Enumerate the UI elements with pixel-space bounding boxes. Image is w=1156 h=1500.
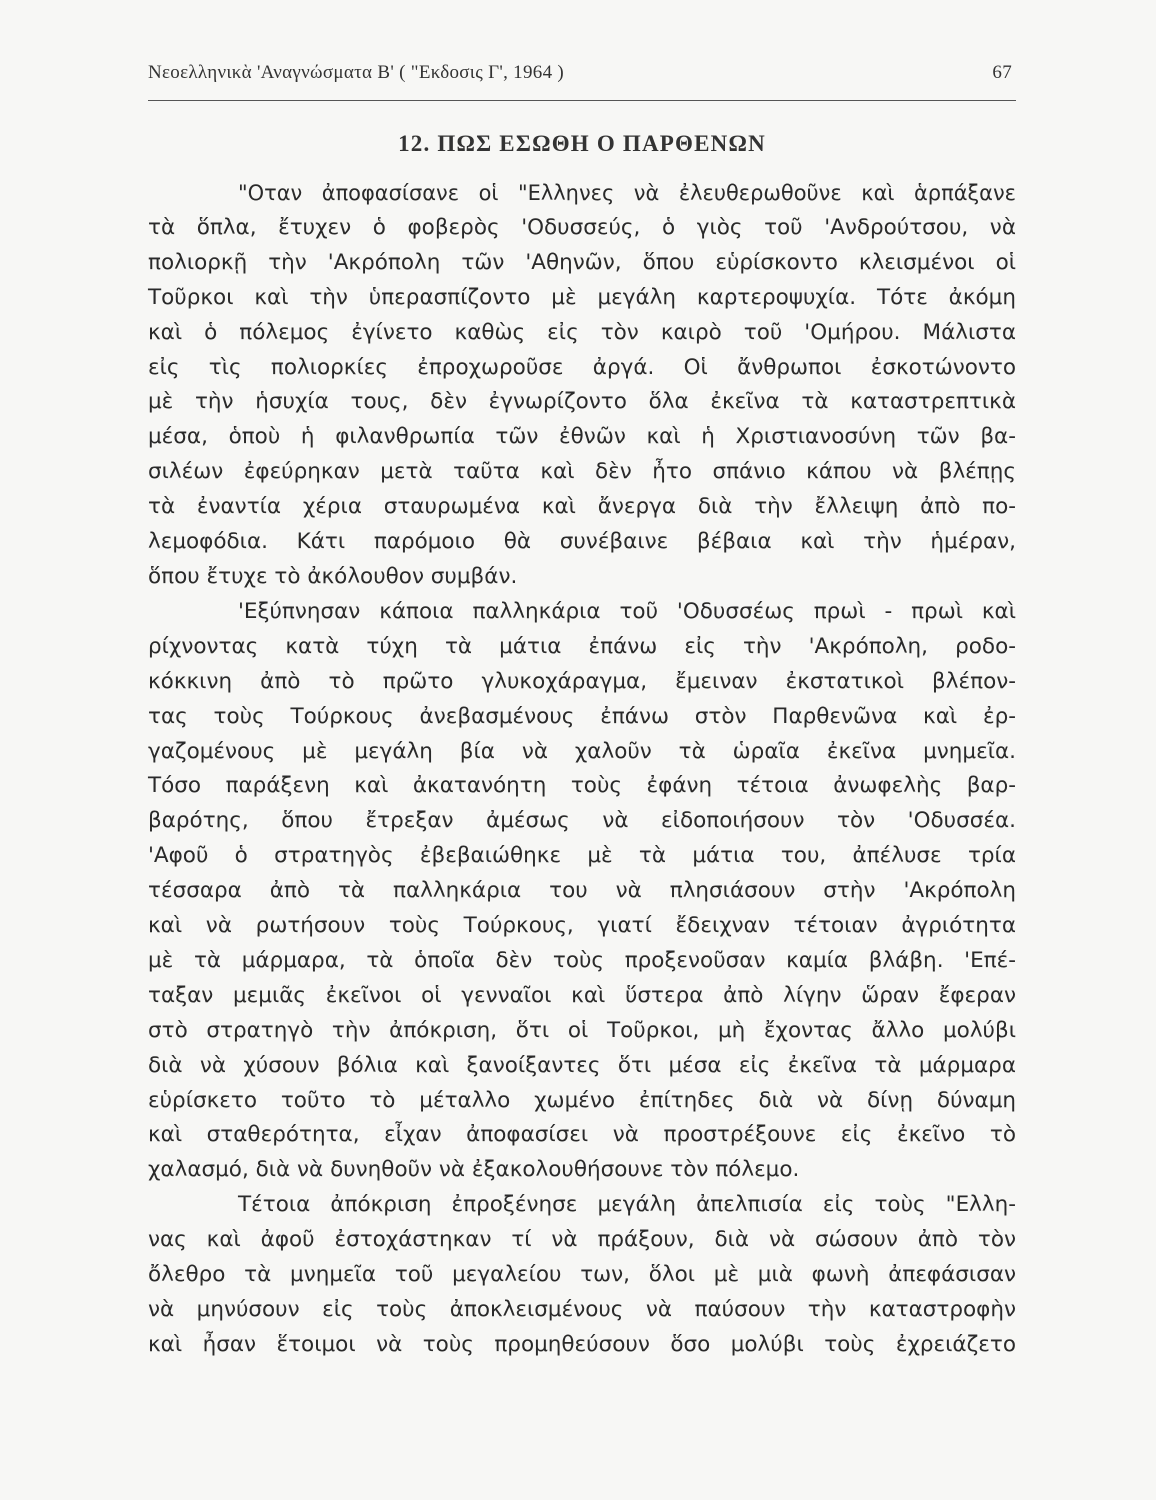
text-line: εἰς τὶς πολιορκίες ἐπροχωροῦσε ἀργά. Οἱ ἄνθρωποι ἐσκοτώνοντο bbox=[148, 354, 1016, 380]
text-line: τὰ ἐναντία χέρια σταυρωμένα καὶ ἄνεργα διὰ τὴν ἔλλειψη ἀπὸ πο- bbox=[148, 494, 1016, 520]
text-line: ὄλεθρο τὰ μνημεῖα τοῦ μεγαλείου των, ὅλοι μὲ μιὰ φωνὴ ἀπεφάσισαν bbox=[148, 1262, 1016, 1288]
text-line: Τοῦρκοι καὶ τὴν ὑπερασπίζοντο μὲ μεγάλη καρτεροψυχία. Τότε ἀκόμη bbox=[148, 284, 1016, 310]
text-line: "Οταν ἀποφασίσανε οἱ "Ελληνες νὰ ἐλευθερωθοῦνε καὶ ἁρπάξανε bbox=[238, 181, 1016, 205]
text-line: στὸ στρατηγὸ τὴν ἀπόκριση, ὅτι οἱ Τοῦρκοι, μὴ ἔχοντας ἄλλο μολύβι bbox=[148, 1017, 1016, 1043]
paragraph-2 bbox=[148, 595, 1016, 1188]
text-line: τας τοὺς Τούρκους ἀνεβασμένους ἐπάνω στὸν Παρθενῶνα καὶ ἐρ- bbox=[148, 703, 1016, 729]
text-line: μὲ τὴν ἡσυχία τους, δὲν ἐγνωρίζοντο ὅλα ἐκεῖνα τὰ καταστρεπτικὰ bbox=[148, 389, 1016, 415]
text-line: χαλασμό, διὰ νὰ δυνηθοῦν νὰ ἐξακολουθήσουνε τὸν πόλεμο. bbox=[148, 1157, 800, 1183]
header-rule bbox=[148, 100, 1016, 101]
text-line: ταξαν μεμιᾶς ἐκεῖνοι οἱ γενναῖοι καὶ ὕστερα ἀπὸ λίγην ὥραν ἔφεραν bbox=[148, 982, 1016, 1008]
text-line: εὑρίσκετο τοῦτο τὸ μέταλλο χωμένο ἐπίτηδες διὰ νὰ δίνῃ δύναμη bbox=[148, 1087, 1016, 1113]
text-line: βαρότης, ὅπου ἔτρεξαν ἀμέσως νὰ εἰδοποιήσουν τὸν 'Οδυσσέα. bbox=[148, 808, 1016, 834]
running-title: Νεοελληνικὰ 'Αναγνώσματα Β' ( "Εκδοσις Γ', 1964 ) bbox=[148, 62, 565, 83]
text-line: λεμοφόδια. Κάτι παρόμοιο θὰ συνέβαινε βέβαια καὶ τὴν ἡμέραν, bbox=[148, 529, 1016, 555]
text-line: ρίχνοντας κατὰ τύχη τὰ μάτια ἐπάνω εἰς τὴν 'Ακρόπολη, ροδο- bbox=[148, 633, 1016, 659]
page-number: 67 bbox=[992, 62, 1012, 83]
paragraph-1 bbox=[148, 176, 1016, 595]
text-line: μέσα, ὁποὺ ἡ φιλανθρωπία τῶν ἐθνῶν καὶ ἡ Χριστιανοσύνη τῶν βα- bbox=[148, 424, 1016, 450]
text-line: τέσσαρα ἀπὸ τὰ παλληκάρια του νὰ πλησιάσουν στὴν 'Ακρόπολη bbox=[148, 878, 1016, 904]
text-line: πολιορκῇ τὴν 'Ακρόπολη τῶν 'Αθηνῶν, ὅπου εὑρίσκοντο κλεισμένοι οἱ bbox=[148, 249, 1016, 275]
paragraph-3 bbox=[148, 1188, 1016, 1363]
text-line: Τόσο παράξενη καὶ ἀκατανόητη τοὺς ἐφάνη τέτοια ἀνωφελὴς βαρ- bbox=[148, 773, 1016, 799]
text-line: καὶ ἦσαν ἕτοιμοι νὰ τοὺς προμηθεύσουν ὅσο μολύβι τοὺς ἐχρειάζετο bbox=[148, 1331, 1016, 1357]
text-line: γαζομένους μὲ μεγάλη βία νὰ χαλοῦν τὰ ὡραῖα ἐκεῖνα μνημεῖα. bbox=[148, 738, 1016, 764]
text-line: 'Εξύπνησαν κάποια παλληκάρια τοῦ 'Οδυσσέως πρωὶ - πρωὶ καὶ bbox=[238, 598, 1016, 624]
text-line: διὰ νὰ χύσουν βόλια καὶ ξανοίξαντες ὅτι μέσα εἰς ἐκεῖνα τὰ μάρμαρα bbox=[148, 1052, 1016, 1078]
running-header bbox=[148, 62, 1012, 84]
text-line: μὲ τὰ μάρμαρα, τὰ ὁποῖα δὲν τοὺς προξενοῦσαν καμία βλάβη. 'Επέ- bbox=[148, 947, 1016, 973]
text-line: ὅπου ἔτυχε τὸ ἀκόλουθον συμβάν. bbox=[148, 563, 518, 589]
text-line: 'Αφοῦ ὁ στρατηγὸς ἐβεβαιώθηκε μὲ τὰ μάτια του, ἀπέλυσε τρία bbox=[148, 843, 1016, 869]
text-line: σιλέων ἐφεύρηκαν μετὰ ταῦτα καὶ δὲν ἦτο σπάνιο κάπου νὰ βλέπῃς bbox=[148, 459, 1016, 485]
text-line: καὶ ὁ πόλεμος ἐγίνετο καθὼς εἰς τὸν καιρὸ τοῦ 'Ομήρου. Μάλιστα bbox=[148, 319, 1016, 345]
text-line: Τέτοια ἀπόκριση ἐπροξένησε μεγάλη ἀπελπισία εἰς τοὺς "Ελλη- bbox=[238, 1192, 1016, 1218]
text-line: τὰ ὅπλα, ἔτυχεν ὁ φοβερὸς 'Οδυσσεύς, ὁ γιὸς τοῦ 'Ανδρούτσου, νὰ bbox=[148, 214, 1016, 240]
text-line: νὰ μηνύσουν εἰς τοὺς ἀποκλεισμένους νὰ παύσουν τὴν καταστροφὴν bbox=[148, 1297, 1016, 1322]
text-line: καὶ σταθερότητα, εἶχαν ἀποφασίσει νὰ προστρέξουνε εἰς ἐκεῖνο τὸ bbox=[148, 1122, 1016, 1148]
body-text bbox=[148, 176, 1016, 1363]
text-line: κόκκινη ἀπὸ τὸ πρῶτο γλυκοχάραγμα, ἔμειναν ἐκστατικοὶ βλέπον- bbox=[148, 668, 1016, 694]
text-line: καὶ νὰ ρωτήσουν τοὺς Τούρκους, γιατί ἔδειχναν τέτοιαν ἀγριότητα bbox=[148, 913, 1016, 939]
chapter-title: 12. ΠΩΣ ΕΣΩΘΗ Ο ΠΑΡΘΕΝΩΝ bbox=[398, 131, 766, 156]
text-line: νας καὶ ἀφοῦ ἐστοχάστηκαν τί νὰ πράξουν, διὰ νὰ σώσουν ἀπὸ τὸν bbox=[148, 1227, 1016, 1253]
